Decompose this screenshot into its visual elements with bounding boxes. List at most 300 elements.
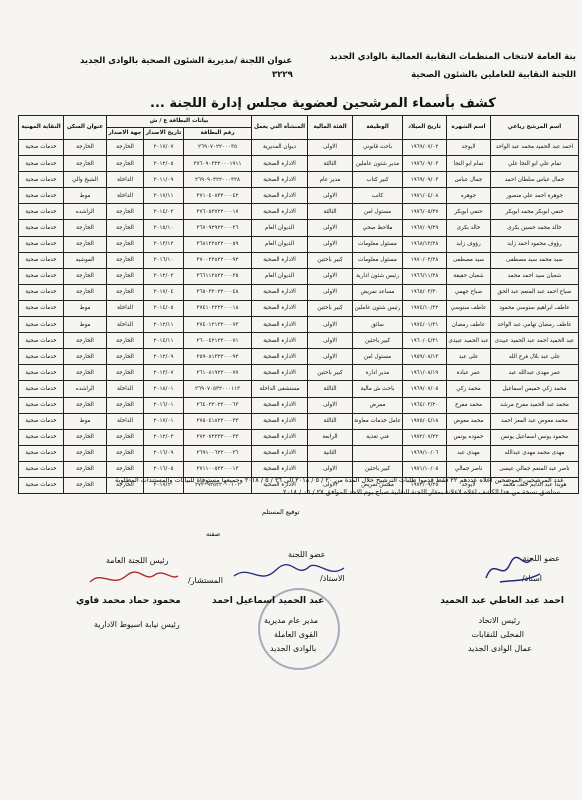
header-cell: جهة الاصدار: [107, 128, 144, 140]
table-cell: ٢٦٨١٢٢٨٢٢٠٠٠٥٩: [184, 236, 252, 252]
table-cell: خدمات صحية: [19, 413, 64, 429]
table-cell: حموده يونس: [447, 429, 491, 445]
member1-signature: [480, 552, 550, 588]
page-title: كشف بأسماء المرشحين لعضوية مجلس إدارة اللجنة ...: [150, 96, 496, 111]
table-cell: ٢٠١٢/٠٩: [144, 349, 184, 365]
table-cell: الخارجة: [107, 156, 144, 172]
table-cell: الداخلة: [107, 317, 144, 333]
table-cell: الاولى: [308, 333, 353, 349]
table-cell: الادارة الصحية: [252, 252, 308, 268]
table-cell: الادارة الصحية: [252, 365, 308, 381]
header-cell: رقم البطاقة: [184, 128, 252, 140]
table-cell: الاولى: [308, 220, 353, 236]
table-cell: مسئول معلومات: [353, 252, 403, 268]
table-cell: صباح جهمي: [447, 284, 491, 300]
table-cell: ٢٥٩٠٨١٣٢٢٠٠٠٩٢: [184, 349, 252, 365]
member1-title1: رئيس الاتحاد: [478, 616, 520, 625]
table-cell: تمام ابو النجا: [447, 156, 491, 172]
table-row: [19, 220, 579, 236]
table-cell: ٢٧٥٠٤١٨٢٢٠٠٠٣٣: [184, 413, 252, 429]
table-cell: الداخلة: [107, 413, 144, 429]
table-cell: خدمات صحية: [19, 429, 64, 445]
table-cell: الادارة الصحية: [252, 284, 308, 300]
table-cell: خدمات صحية: [19, 365, 64, 381]
table-cell: الخارجة: [107, 204, 144, 220]
table-cell: ٢٧٠٠٢٢٨٢٢٠٠٠٩٢: [184, 252, 252, 268]
table-cell: ٢٠١٣/٠٧: [144, 365, 184, 381]
table-cell: ١٩٦٩/١٠/٠٦: [403, 445, 447, 461]
member1-prefix: استاذ/: [521, 574, 542, 583]
table-cell: ديوان المديرية: [252, 140, 308, 156]
table-cell: كبير باحثين: [353, 461, 403, 477]
table-row: [19, 429, 579, 445]
table-cell: الخارجة: [64, 365, 107, 381]
table-cell: ناصر جمالي: [447, 461, 491, 477]
table-cell: موط: [64, 317, 107, 333]
table-row: [19, 140, 579, 156]
table-cell: الخارجة: [64, 445, 107, 461]
table-cell: الخارجة: [64, 429, 107, 445]
header-cell: المنشأة التي يعمل: [252, 116, 308, 140]
candidates-count-line: عدد المرشحين الموضحين اعلاه عددهم ٢٢ فقط قدموا طلبات الترشيح خلال المدة من ٢٠ / ٥ / ٢٠١٨ الى ٢٦ / ٥ / ٢٠١٨ وجميعها مستوفاة للبيانات والمستندات المطلوبة: [115, 476, 564, 484]
table-row: [19, 333, 579, 349]
table-cell: ١٩٦٤/٠٣/٢٠: [403, 397, 447, 413]
table-cell: خدمات صحية: [19, 477, 64, 493]
table-cell: ناصر عبد المنعم جمالي عيسى: [491, 461, 579, 477]
table-cell: ٢٠١٤/١١: [144, 333, 184, 349]
table-cell: الخارجة: [107, 477, 144, 493]
table-cell: الراشده: [64, 204, 107, 220]
table-cell: ٢٦٩٠٧٠٢٢٠٠٠٣٥: [184, 140, 252, 156]
table-cell: ممرض: [353, 397, 403, 413]
table-cell: خدمات صحية: [19, 204, 64, 220]
table-cell: ١٩٧٤/١٠/٢٢: [403, 300, 447, 316]
member2-title3: بالوادى الجديد: [270, 644, 317, 653]
table-cell: جوهره: [447, 188, 491, 204]
table-cell: ٢٦٠٠٤٢١٢٢٠٠٠٧١: [184, 333, 252, 349]
table-cell: ١٩٦٠/٠٤/٢١: [403, 333, 447, 349]
table-cell: محمد معوض: [447, 413, 491, 429]
table-row: [19, 156, 579, 172]
table-cell: عبد الحميد عبيدى: [447, 333, 491, 349]
table-cell: الثالثة: [308, 413, 353, 429]
table-cell: الداخلة: [107, 381, 144, 397]
table-cell: خدمات صحية: [19, 252, 64, 268]
table-cell: ٢٦٩٠٩٠٣٢٢٠٠٠٣٢٨: [184, 172, 252, 188]
table-cell: مسئول امن: [353, 349, 403, 365]
table-cell: الرابعة: [308, 429, 353, 445]
table-cell: خدمات صحية: [19, 268, 64, 284]
table-cell: باحث قانوني: [353, 140, 403, 156]
chair-prefix: المستشار/: [188, 576, 223, 585]
table-cell: ٢٧٢٠٧٢٢٣٢٠٠٠٣٣: [184, 429, 252, 445]
table-cell: جمال عباس: [447, 172, 491, 188]
table-cell: الديوان العام: [252, 236, 308, 252]
table-cell: خدمات صحية: [19, 140, 64, 156]
table-cell: الخارجة: [64, 284, 107, 300]
table-cell: خدمات صحية: [19, 317, 64, 333]
table-cell: لايوجد: [447, 140, 491, 156]
table-cell: عاطف رمضان: [447, 317, 491, 333]
table-cell: الادارة الصحية: [252, 477, 308, 493]
member1-title2: المحلى للنقابات: [471, 630, 524, 639]
table-cell: رؤوف محمود احمد زايد: [491, 236, 579, 252]
table-cell: ٢٠١١/٠٩: [144, 172, 184, 188]
table-cell: ٢٦١٠٨١٩٢٢٠٠٠٧٧: [184, 365, 252, 381]
member2-signature: [230, 558, 350, 592]
table-cell: سائق: [353, 317, 403, 333]
posting-note-line: ستلصق نسخة من هذا الكشف اعلاه لاعلانة بمقار اللجنة النقابية صباح يوم الاحد الموافق ٢٧ / ٠٥ / ٢٠١٨: [283, 488, 560, 496]
table-cell: الخارجة: [64, 236, 107, 252]
table-cell: الخارجة: [107, 445, 144, 461]
table-cell: خدمات صحية: [19, 156, 64, 172]
table-cell: الخارجة: [107, 365, 144, 381]
table-cell: الخارجة: [64, 333, 107, 349]
table-cell: خدمات صحية: [19, 397, 64, 413]
table-cell: سيد مصطفى: [447, 252, 491, 268]
table-header-row: [19, 116, 579, 128]
table-cell: الخارجة: [64, 349, 107, 365]
candidates-table: [18, 115, 579, 494]
table-cell: الاولى: [308, 188, 353, 204]
table-cell: كبير باحثين: [308, 252, 353, 268]
table-cell: الخارجة: [107, 397, 144, 413]
table-cell: ١٩٦٦/١١/٢٨: [403, 268, 447, 284]
table-cell: رؤوف زايد: [447, 236, 491, 252]
table-cell: الخارجة: [107, 252, 144, 268]
table-cell: على عبد بلال فرج الله: [491, 349, 579, 365]
table-cell: عمر مهدى عبدالله عبد: [491, 365, 579, 381]
table-cell: خدمات صحية: [19, 461, 64, 477]
table-cell: رئيس شئون عاملين: [353, 300, 403, 316]
table-cell: الاولى: [308, 284, 353, 300]
table-cell: خدمات صحية: [19, 445, 64, 461]
table-cell: عاطف رمضان تهامي عبد الواحد: [491, 317, 579, 333]
table-cell: ٢٠١٦/٠٩: [144, 445, 184, 461]
table-cell: ١٩٧٣/٠٩/٢٥: [403, 477, 447, 493]
table-row: [19, 397, 579, 413]
header-group-cell: بيانات البطاقة ع / ش: [107, 116, 252, 128]
table-body: [19, 140, 579, 494]
table-cell: ٢٧١١٠٠٥٢٢٠٠٠١٣: [184, 461, 252, 477]
table-row: [19, 172, 579, 188]
table-cell: الراشده: [64, 381, 107, 397]
header-cell: النقابة المهنية: [19, 116, 64, 140]
table-cell: الثالثة: [308, 381, 353, 397]
table-cell: الاولى: [308, 317, 353, 333]
table-cell: ١٩٦٧/٠٩/٢٩: [403, 220, 447, 236]
table-cell: الادارة الصحية: [252, 429, 308, 445]
table-cell: جوهرة احمد علي منصور: [491, 188, 579, 204]
table-cell: شعبان سيد احمد محمد: [491, 268, 579, 284]
table-cell: ١٩٥٩/٠٨/١٣: [403, 349, 447, 365]
document-number: ٣٢٢٩: [272, 70, 293, 80]
table-row: [19, 349, 579, 365]
table-cell: الخارجة: [64, 140, 107, 156]
table-cell: مستشفى الداخلة: [252, 381, 308, 397]
member2-title1: مدير عام مديرية: [264, 616, 319, 625]
member2-title2: القوى العاملة: [274, 630, 318, 639]
table-cell: الثالثة: [308, 156, 353, 172]
table-cell: ١٩٦٩/٠٩/٠٣: [403, 172, 447, 188]
table-cell: خدمات صحية: [19, 381, 64, 397]
table-cell: الخارجة: [64, 461, 107, 477]
table-cell: ١٩٦٩/٠٧/٠٢: [403, 140, 447, 156]
table-cell: ٢٧٤٠١٢١٣٢٠٠٠٧٣: [184, 317, 252, 333]
header-cell: اسم المرشح رباعي: [491, 116, 579, 140]
table-cell: رئيس شئون ادارية: [353, 268, 403, 284]
table-cell: الادارة الصحية: [252, 445, 308, 461]
table-cell: ٢٧٣٠٩٢٥٢٢٠٠٠١٠١: [184, 477, 252, 493]
chair-label: رئيس اللجنة العامة: [106, 556, 169, 565]
table-row: [19, 381, 579, 397]
table-cell: موط: [64, 413, 107, 429]
table-cell: الخارجة: [107, 349, 144, 365]
table-cell: الخارجة: [107, 220, 144, 236]
table-cell: محمد زكي: [447, 381, 491, 397]
table-cell: موط: [64, 188, 107, 204]
table-cell: شعبان حقيقة: [447, 268, 491, 284]
table-row: [19, 236, 579, 252]
table-cell: ٢٠١٦/٠٥: [144, 461, 184, 477]
table-cell: الخارجة: [107, 140, 144, 156]
table-cell: مسئول امن: [353, 204, 403, 220]
table-cell: [353, 445, 403, 461]
table-row: [19, 284, 579, 300]
table-cell: كبير باحثين: [353, 333, 403, 349]
table-cell: الديوان العام: [252, 268, 308, 284]
member1-title3: عمال الوادى الجديد: [467, 644, 532, 653]
table-cell: لايوجد: [447, 477, 491, 493]
table-cell: تمام علي ابو النجا علي: [491, 156, 579, 172]
table-cell: الادارة الصحية: [252, 204, 308, 220]
table-cell: الثالثة: [308, 204, 353, 220]
table-cell: محمد عبد الحميد مفرح مرشد: [491, 397, 579, 413]
table-cell: خدمات صحية: [19, 333, 64, 349]
table-cell: كبير باحثين: [308, 300, 353, 316]
table-cell: ٢٠١٢/٠٢: [144, 268, 184, 284]
table-cell: ١٩٧٦/٠٩/٠٣: [403, 156, 447, 172]
table-cell: ٢٠١٤/٠٢: [144, 204, 184, 220]
header-right-line1: بنة العامة لانتخاب المنظمات النقابية العمالية بالوادي الجديد: [329, 52, 576, 62]
table-cell: ١٩٦٨/١٢/٢٨: [403, 236, 447, 252]
table-cell: ٢٠١٧/٠١: [144, 413, 184, 429]
header-cell: عنوان السكن: [64, 116, 107, 140]
table-row: [19, 413, 579, 429]
table-cell: ٢٠١٧/١١: [144, 188, 184, 204]
table-cell: الداخلة: [107, 172, 144, 188]
table-cell: حنفي ابوبكر: [447, 204, 491, 220]
table-cell: خالد محمد حسين بكرى: [491, 220, 579, 236]
table-cell: ٢٧٦٠٩٠٣٢٢٠٠٠١٩١١: [184, 156, 252, 172]
table-cell: الادارة الصحية: [252, 172, 308, 188]
table-row: [19, 300, 579, 316]
table-cell: ١٩٧١/٠٤/٠٨: [403, 188, 447, 204]
table-cell: الادارة الصحية: [252, 317, 308, 333]
table-cell: الخارجة: [107, 268, 144, 284]
table-row: [19, 188, 579, 204]
table-cell: الخارجة: [64, 268, 107, 284]
table-cell: الخارجة: [107, 461, 144, 477]
table-cell: ٢٠١٣/١٢: [144, 236, 184, 252]
table-cell: الاولى: [308, 397, 353, 413]
table-cell: احمد عبد الحميد محمد عبد الواحد: [491, 140, 579, 156]
table-cell: الشيخ والي: [64, 172, 107, 188]
table-cell: مساعد تمريض: [353, 284, 403, 300]
table-cell: ٢٠١٤/٠٥: [144, 300, 184, 316]
table-cell: الاولى: [308, 349, 353, 365]
header-cell: اسم الشهرة: [447, 116, 491, 140]
table-cell: سيد محمد سيد مصطفى: [491, 252, 579, 268]
table-cell: خدمات صحية: [19, 188, 64, 204]
table-cell: عبد الحميد احمد عبد الحميد عبيدى: [491, 333, 579, 349]
table-cell: مسئول معلومات: [353, 236, 403, 252]
table-cell: خدمات صحية: [19, 236, 64, 252]
table-cell: خدمات صحية: [19, 284, 64, 300]
table-cell: خالد بكرى: [447, 220, 491, 236]
table-cell: عاطف سنوسي: [447, 300, 491, 316]
table-cell: الداخلة: [107, 300, 144, 316]
table-cell: عاطف ابراهيم سنوسي محمود: [491, 300, 579, 316]
member1-name: احمد عبد العاطي عبد الحميد: [440, 596, 564, 606]
table-cell: الادارة الصحية: [252, 188, 308, 204]
table-cell: الخارجة: [64, 477, 107, 493]
table-cell: ٢٠١٢/٠٥: [144, 156, 184, 172]
table-cell: كبير كتاب: [353, 172, 403, 188]
table-cell: ١٩٧٦/٠٥/٢٧: [403, 204, 447, 220]
table-cell: هويدا عبد الدايم خلف محمد: [491, 477, 579, 493]
table-cell: الاولى: [308, 477, 353, 493]
table-cell: الاولى: [308, 268, 353, 284]
table-cell: ١٩٦٥/٠٣/٣٠: [403, 284, 447, 300]
table-cell: ٢٠١٧/١٠: [144, 477, 184, 493]
table-cell: الادارة الصحية: [252, 461, 308, 477]
table-cell: فني تغذية: [353, 429, 403, 445]
table-cell: ٢٠١٢/٠٣: [144, 429, 184, 445]
table-cell: مدير عام: [308, 172, 353, 188]
table-cell: ٢٦٧٠٩٢٩٢٢٠٠٠٢٦: [184, 220, 252, 236]
table-cell: الاولى: [308, 461, 353, 477]
header-cell: الفئة المالية: [308, 116, 353, 140]
table-row: [19, 252, 579, 268]
header-right-line2: اللجنة النقابية للعاملين بالشئون الصحية: [411, 70, 576, 80]
table-cell: ٢٠١٧/٠٧: [144, 140, 184, 156]
table-cell: الاولى: [308, 236, 353, 252]
member2-prefix: الاستاذ/: [320, 574, 345, 583]
table-row: [19, 317, 579, 333]
table-cell: ٢٦٩٠٧٠٥٣٢٠٠٠١١٣: [184, 381, 252, 397]
table-cell: الادارة الصحية: [252, 333, 308, 349]
table-cell: محمود يونس اسماعيل يونس: [491, 429, 579, 445]
table-cell: ٢٦٤٠٣٢٠٢٢٠٠٠٦٣: [184, 397, 252, 413]
table-cell: ١٩٦١/٠٨/١٩: [403, 365, 447, 381]
header-cell: الوظيفة: [353, 116, 403, 140]
table-cell: محمد معوض عبد المعز احمد: [491, 413, 579, 429]
table-cell: ٢٠١٦/٠١: [144, 397, 184, 413]
table-cell: الادارة الصحية: [252, 413, 308, 429]
table-cell: مهدى عبد: [447, 445, 491, 461]
table-cell: موط: [64, 300, 107, 316]
table-cell: الخارجة: [107, 333, 144, 349]
table-row: [19, 268, 579, 284]
table-cell: مدير شئون عاملين: [353, 156, 403, 172]
table-cell: ١٩٦٩/٠٧/٠٥: [403, 381, 447, 397]
table-cell: الخارجة: [64, 397, 107, 413]
table-cell: عامل خدمات معاونة: [353, 413, 403, 429]
table-cell: كاتب: [353, 188, 403, 204]
table-cell: خدمات صحية: [19, 349, 64, 365]
table-cell: محمد مفرح: [447, 397, 491, 413]
table-cell: الخارجة: [64, 156, 107, 172]
table-cell: مهدى محمد مهدى عبدالله: [491, 445, 579, 461]
table-cell: ٢٧١٠٤٠٨٣٢٠٠٠٤٢: [184, 188, 252, 204]
position-label: صفته: [206, 530, 221, 538]
table-cell: الادارة الصحية: [252, 349, 308, 365]
table-cell: الخارجة: [107, 429, 144, 445]
table-row: [19, 204, 579, 220]
table-cell: ٢٧٤١٠٢٢٢٢٠٠٠١٨: [184, 300, 252, 316]
table-cell: عمر عبادة: [447, 365, 491, 381]
table-cell: صباح احمد عبد المنعم عبد الحق: [491, 284, 579, 300]
table-cell: ١٩٧٥/٠٤/١٨: [403, 413, 447, 429]
table-cell: محمد زكي خميس اسماعيل: [491, 381, 579, 397]
table-cell: ١٩٧٢/٠٧/٢٢: [403, 429, 447, 445]
table-row: [19, 445, 579, 461]
member2-label: عضو اللجنة: [288, 550, 326, 559]
table-cell: خدمات صحية: [19, 300, 64, 316]
received-label: توقيع المستلم: [262, 508, 300, 516]
chair-title: رئيس نيابة اسيوط الادارية: [94, 620, 180, 629]
table-cell: الاولى: [308, 140, 353, 156]
table-cell: مدير ادارة: [353, 365, 403, 381]
table-cell: كبير باحثين: [308, 365, 353, 381]
table-cell: الخارجة: [64, 220, 107, 236]
table-cell: الموشيه: [64, 252, 107, 268]
table-cell: ٢٠١٧/٠٤: [144, 284, 184, 300]
table-cell: حنفي ابوبكر محمد ابوبكر: [491, 204, 579, 220]
table-cell: الخارجة: [107, 236, 144, 252]
table-cell: الداخلة: [107, 188, 144, 204]
table-cell: الادارة الصحية: [252, 397, 308, 413]
table-cell: ٢٦٩١٠٠٦٢٢٠٠٠٣٦: [184, 445, 252, 461]
table-cell: ٢٦٥٠٣٣٠٢٢٠٠٠٤٨: [184, 284, 252, 300]
header-cell: تاريخ الميلاد: [403, 116, 447, 140]
table-cell: ملاحظ صحي: [353, 220, 403, 236]
table-cell: الثانية: [308, 445, 353, 461]
table-cell: خدمات صحية: [19, 220, 64, 236]
table-cell: ٢٠١٦/١٠: [144, 252, 184, 268]
table-row: [19, 365, 579, 381]
member1-label: عضو اللجنة: [522, 554, 560, 563]
table-cell: الادارة الصحية: [252, 300, 308, 316]
table-cell: مفتش تمريض: [353, 477, 403, 493]
table-cell: ١٩٧٤/٠١/٢١: [403, 317, 447, 333]
table-cell: الادارة الصحية: [252, 156, 308, 172]
table-cell: ٢٠١٥/١٠: [144, 220, 184, 236]
table-cell: الخارجة: [107, 284, 144, 300]
table-cell: ٢٠١٢/١١: [144, 317, 184, 333]
table-cell: ١٩٧١/١٠/٠٥: [403, 461, 447, 477]
chair-signature: [86, 566, 182, 592]
table-cell: الديوان العام: [252, 220, 308, 236]
table-cell: ٢٦٦١١٢٨٢٢٠٠٠٣٥: [184, 268, 252, 284]
header-left-line1: عنوان اللجنة /مديرية الشئون الصحية بالوادى الجديد: [80, 56, 293, 66]
table-cell: جمال عباس سلطان احمد: [491, 172, 579, 188]
table-cell: على عبد: [447, 349, 491, 365]
table-cell: ١٩٧٠/٠٢/٢٨: [403, 252, 447, 268]
chair-name: محمود حماد محمد فاوي: [76, 596, 181, 606]
header-cell: تاريخ الاصدار: [144, 128, 184, 140]
